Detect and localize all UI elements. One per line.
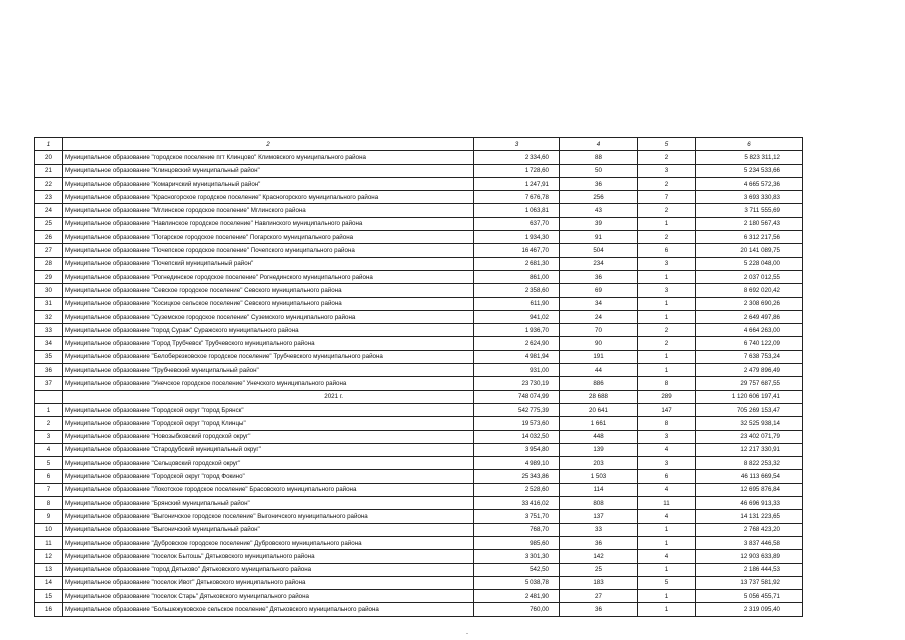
table-row xyxy=(35,337,803,350)
buildings-value: 1 xyxy=(638,523,696,536)
municipality-name: Муниципальное образование "город Сураж" Суражского муниципального района xyxy=(63,324,474,337)
count-value: 203 xyxy=(560,457,638,470)
amount-value: 8 822 253,32 xyxy=(696,457,803,470)
amount-value: 2 186 444,53 xyxy=(696,563,803,576)
municipality-name: Муниципальное образование "Новозыбковский городской округ" xyxy=(63,430,474,443)
municipality-name: Муниципальное образование "Почепский муниципальный район" xyxy=(63,257,474,270)
row-number: 22 xyxy=(35,177,63,190)
buildings-value: 1 xyxy=(638,297,696,310)
table-row xyxy=(35,364,803,377)
buildings-value: 2 xyxy=(638,231,696,244)
column-number-3: 3 xyxy=(474,138,560,151)
buildings-value: 2 xyxy=(638,151,696,164)
column-number-6: 6 xyxy=(696,138,803,151)
row-number: 21 xyxy=(35,164,63,177)
buildings-value: 4 xyxy=(638,510,696,523)
buildings-value: 3 xyxy=(638,257,696,270)
table-row xyxy=(35,284,803,297)
buildings-value: 8 xyxy=(638,377,696,390)
buildings-value: 1 xyxy=(638,364,696,377)
buildings-value: 2 xyxy=(638,324,696,337)
municipality-name: Муниципальное образование "Городской округ "город Фокино" xyxy=(63,470,474,483)
table-row xyxy=(35,550,803,563)
amount-value: 8 692 020,42 xyxy=(696,284,803,297)
count-value: 191 xyxy=(560,350,638,363)
municipality-name: Муниципальное образование "городское поселение пгт Клинцово" Климовского муниципального района xyxy=(63,151,474,164)
area-value: 2 681,30 xyxy=(474,257,560,270)
count-value: 70 xyxy=(560,324,638,337)
table-header-row xyxy=(35,138,803,151)
table-row xyxy=(35,217,803,230)
table-row xyxy=(35,563,803,576)
municipality-name: Муниципальное образование "Навлинское городское поселение" Навлинского муниципального района xyxy=(63,217,474,230)
municipality-name: Муниципальное образование "поселок Бытошь" Дятьковского муниципального района xyxy=(63,550,474,563)
table-total-row xyxy=(35,390,803,403)
table-row xyxy=(35,191,803,204)
count-value: 114 xyxy=(560,483,638,496)
count-value: 33 xyxy=(560,523,638,536)
municipality-name: Муниципальное образование "Большежуковское сельское поселение" Дятьковского муниципального района xyxy=(63,603,474,616)
table-row xyxy=(35,177,803,190)
municipality-name: Муниципальное образование "Почепское городское поселение" Почепского муниципального района xyxy=(63,244,474,257)
amount-value: 2 479 896,49 xyxy=(696,364,803,377)
count-value: 36 xyxy=(560,270,638,283)
amount-value: 1 120 606 197,41 xyxy=(696,390,803,403)
municipality-name: Муниципальное образование "Город Трубчевск" Трубчевского муниципального района xyxy=(63,337,474,350)
buildings-value: 7 xyxy=(638,191,696,204)
municipality-name: Муниципальное образование "Локотское городское поселение" Брасовского муниципального района xyxy=(63,483,474,496)
table-row xyxy=(35,510,803,523)
amount-value: 2 768 423,20 xyxy=(696,523,803,536)
amount-value: 12 695 876,84 xyxy=(696,483,803,496)
column-number-5: 5 xyxy=(638,138,696,151)
buildings-value: 1 xyxy=(638,590,696,603)
area-value: 637,70 xyxy=(474,217,560,230)
row-number: 27 xyxy=(35,244,63,257)
buildings-value: 3 xyxy=(638,430,696,443)
area-value: 1 063,81 xyxy=(474,204,560,217)
amount-value: 5 823 311,12 xyxy=(696,151,803,164)
row-number: 4 xyxy=(35,443,63,456)
table-row xyxy=(35,270,803,283)
row-number: 5 xyxy=(35,457,63,470)
table-row xyxy=(35,523,803,536)
area-value: 23 730,19 xyxy=(474,377,560,390)
row-number: 35 xyxy=(35,350,63,363)
table-row xyxy=(35,204,803,217)
municipality-name: Муниципальное образование "Сельцовский городской округ" xyxy=(63,457,474,470)
row-number: 33 xyxy=(35,324,63,337)
row-number: 26 xyxy=(35,231,63,244)
amount-value: 5 056 455,71 xyxy=(696,590,803,603)
buildings-value: 1 xyxy=(638,350,696,363)
table-row xyxy=(35,443,803,456)
area-value: 3 751,70 xyxy=(474,510,560,523)
column-number-4: 4 xyxy=(560,138,638,151)
buildings-value: 289 xyxy=(638,390,696,403)
row-number: 29 xyxy=(35,270,63,283)
area-value: 1 934,30 xyxy=(474,231,560,244)
table-row xyxy=(35,244,803,257)
buildings-value: 6 xyxy=(638,470,696,483)
buildings-value: 4 xyxy=(638,550,696,563)
amount-value: 2 649 497,86 xyxy=(696,310,803,323)
table-row xyxy=(35,377,803,390)
count-value: 256 xyxy=(560,191,638,204)
municipality-name: Муниципальное образование "Красногорское городское поселение" Красногорского муниципального района xyxy=(63,191,474,204)
count-value: 448 xyxy=(560,430,638,443)
table-row xyxy=(35,417,803,430)
municipality-name: Муниципальное образование "Рогнединское городское поселение" Рогнединского муниципального района xyxy=(63,270,474,283)
row-number: 9 xyxy=(35,510,63,523)
buildings-value: 11 xyxy=(638,497,696,510)
buildings-value: 5 xyxy=(638,576,696,589)
count-value: 137 xyxy=(560,510,638,523)
area-value: 1 728,60 xyxy=(474,164,560,177)
count-value: 36 xyxy=(560,177,638,190)
count-value: 142 xyxy=(560,550,638,563)
count-value: 36 xyxy=(560,603,638,616)
row-number: 20 xyxy=(35,151,63,164)
area-value: 3 301,30 xyxy=(474,550,560,563)
count-value: 1 661 xyxy=(560,417,638,430)
amount-value: 2 180 567,43 xyxy=(696,217,803,230)
area-value: 19 573,60 xyxy=(474,417,560,430)
table-row xyxy=(35,590,803,603)
area-value: 4 989,10 xyxy=(474,457,560,470)
row-number: 24 xyxy=(35,204,63,217)
buildings-value: 2 xyxy=(638,337,696,350)
row-number: 10 xyxy=(35,523,63,536)
area-value: 941,02 xyxy=(474,310,560,323)
buildings-value: 1 xyxy=(638,310,696,323)
municipality-name: Муниципальное образование "Выгоничское городское поселение" Выгоничского муниципального района xyxy=(63,510,474,523)
municipality-name: Муниципальное образование "Севское городское поселение" Севского муниципального района xyxy=(63,284,474,297)
buildings-value: 6 xyxy=(638,244,696,257)
area-value: 1 247,91 xyxy=(474,177,560,190)
area-value: 33 416,02 xyxy=(474,497,560,510)
row-number: 37 xyxy=(35,377,63,390)
stray-mark: - xyxy=(466,631,468,637)
table-row xyxy=(35,324,803,337)
buildings-value: 147 xyxy=(638,403,696,416)
amount-value: 6 312 217,56 xyxy=(696,231,803,244)
municipality-name: Муниципальное образование "Дубровское городское поселение" Дубровского муниципального района xyxy=(63,536,474,549)
buildings-value: 1 xyxy=(638,536,696,549)
amount-value: 5 228 048,00 xyxy=(696,257,803,270)
row-number: 23 xyxy=(35,191,63,204)
count-value: 504 xyxy=(560,244,638,257)
municipality-name: Муниципальное образование "Городской округ "город Клинцы" xyxy=(63,417,474,430)
amount-value: 7 638 753,24 xyxy=(696,350,803,363)
count-value: 50 xyxy=(560,164,638,177)
table-row xyxy=(35,483,803,496)
municipality-name: Муниципальное образование "город Дятьково" Дятьковского муниципального района xyxy=(63,563,474,576)
area-value: 931,00 xyxy=(474,364,560,377)
table-row xyxy=(35,403,803,416)
table-row xyxy=(35,310,803,323)
buildings-value: 1 xyxy=(638,217,696,230)
municipality-name: Муниципальное образование "Белоберезковское городское поселение" Трубчевского муниципального района xyxy=(63,350,474,363)
row-number: 36 xyxy=(35,364,63,377)
area-value: 4 981,94 xyxy=(474,350,560,363)
count-value: 39 xyxy=(560,217,638,230)
row-number: 25 xyxy=(35,217,63,230)
buildings-value: 1 xyxy=(638,563,696,576)
municipality-name: Муниципальное образование "поселок Ивот" Дятьковского муниципального района xyxy=(63,576,474,589)
row-number xyxy=(35,390,63,403)
amount-value: 3 837 446,58 xyxy=(696,536,803,549)
amount-value: 4 664 263,00 xyxy=(696,324,803,337)
count-value: 90 xyxy=(560,337,638,350)
municipality-name: Муниципальное образование "Унечское городское поселение" Унечского муниципального района xyxy=(63,377,474,390)
table-row xyxy=(35,350,803,363)
amount-value: 14 131 223,65 xyxy=(696,510,803,523)
area-value: 2 358,60 xyxy=(474,284,560,297)
area-value: 2 481,90 xyxy=(474,590,560,603)
table-row xyxy=(35,430,803,443)
buildings-value: 4 xyxy=(638,483,696,496)
amount-value: 2 308 690,26 xyxy=(696,297,803,310)
table-row xyxy=(35,164,803,177)
buildings-value: 2 xyxy=(638,177,696,190)
amount-value: 46 113 669,54 xyxy=(696,470,803,483)
count-value: 88 xyxy=(560,151,638,164)
row-number: 3 xyxy=(35,430,63,443)
municipality-name: Муниципальное образование "Косицкое сельское поселение" Севского муниципального района xyxy=(63,297,474,310)
municipality-name: Муниципальное образование "Клинцовский муниципальный район" xyxy=(63,164,474,177)
count-value: 28 688 xyxy=(560,390,638,403)
count-value: 43 xyxy=(560,204,638,217)
data-table xyxy=(34,137,803,617)
area-value: 760,00 xyxy=(474,603,560,616)
area-value: 14 032,50 xyxy=(474,430,560,443)
area-value: 1 936,70 xyxy=(474,324,560,337)
municipality-name: 2021 г. xyxy=(63,390,474,403)
row-number: 34 xyxy=(35,337,63,350)
area-value: 542 775,39 xyxy=(474,403,560,416)
area-value: 768,70 xyxy=(474,523,560,536)
table-body xyxy=(35,138,803,617)
amount-value: 6 740 122,09 xyxy=(696,337,803,350)
count-value: 44 xyxy=(560,364,638,377)
area-value: 7 676,78 xyxy=(474,191,560,204)
row-number: 15 xyxy=(35,590,63,603)
table-row xyxy=(35,497,803,510)
count-value: 69 xyxy=(560,284,638,297)
count-value: 20 641 xyxy=(560,403,638,416)
amount-value: 32 525 938,14 xyxy=(696,417,803,430)
area-value: 3 954,80 xyxy=(474,443,560,456)
municipality-name: Муниципальное образование "Трубчевский муниципальный район" xyxy=(63,364,474,377)
municipality-name: Муниципальное образование "Брянский муниципальный район" xyxy=(63,497,474,510)
area-value: 2 624,90 xyxy=(474,337,560,350)
municipality-name: Муниципальное образование "Суземское городское поселение" Суземского муниципального района xyxy=(63,310,474,323)
buildings-value: 3 xyxy=(638,284,696,297)
area-value: 25 343,86 xyxy=(474,470,560,483)
count-value: 234 xyxy=(560,257,638,270)
amount-value: 3 693 330,83 xyxy=(696,191,803,204)
buildings-value: 1 xyxy=(638,270,696,283)
amount-value: 20 141 089,75 xyxy=(696,244,803,257)
count-value: 886 xyxy=(560,377,638,390)
count-value: 27 xyxy=(560,590,638,603)
area-value: 748 074,99 xyxy=(474,390,560,403)
table-row xyxy=(35,297,803,310)
row-number: 14 xyxy=(35,576,63,589)
amount-value: 12 903 633,89 xyxy=(696,550,803,563)
row-number: 13 xyxy=(35,563,63,576)
table-row xyxy=(35,257,803,270)
count-value: 36 xyxy=(560,536,638,549)
count-value: 91 xyxy=(560,231,638,244)
count-value: 183 xyxy=(560,576,638,589)
table-row xyxy=(35,457,803,470)
column-number-2: 2 xyxy=(63,138,474,151)
row-number: 31 xyxy=(35,297,63,310)
row-number: 8 xyxy=(35,497,63,510)
area-value: 542,50 xyxy=(474,563,560,576)
row-number: 11 xyxy=(35,536,63,549)
municipality-name: Муниципальное образование "Городской округ "город Брянск" xyxy=(63,403,474,416)
area-value: 2 334,60 xyxy=(474,151,560,164)
municipality-name: Муниципальное образование "Выгоничский муниципальный район" xyxy=(63,523,474,536)
amount-value: 2 319 095,40 xyxy=(696,603,803,616)
amount-value: 12 217 330,91 xyxy=(696,443,803,456)
amount-value: 13 737 581,92 xyxy=(696,576,803,589)
municipality-name: Муниципальное образование "Погарское городское поселение" Погарского муниципального района xyxy=(63,231,474,244)
row-number: 16 xyxy=(35,603,63,616)
amount-value: 46 696 913,33 xyxy=(696,497,803,510)
buildings-value: 8 xyxy=(638,417,696,430)
amount-value: 705 269 153,47 xyxy=(696,403,803,416)
table-row xyxy=(35,231,803,244)
row-number: 32 xyxy=(35,310,63,323)
buildings-value: 2 xyxy=(638,204,696,217)
row-number: 28 xyxy=(35,257,63,270)
buildings-value: 4 xyxy=(638,443,696,456)
count-value: 25 xyxy=(560,563,638,576)
area-value: 16 467,70 xyxy=(474,244,560,257)
area-value: 985,60 xyxy=(474,536,560,549)
buildings-value: 3 xyxy=(638,457,696,470)
municipality-name: Муниципальное образование "Стародубский муниципальный округ" xyxy=(63,443,474,456)
buildings-value: 3 xyxy=(638,164,696,177)
table-row xyxy=(35,603,803,616)
count-value: 1 503 xyxy=(560,470,638,483)
amount-value: 3 711 555,69 xyxy=(696,204,803,217)
row-number: 7 xyxy=(35,483,63,496)
column-number-1: 1 xyxy=(35,138,63,151)
area-value: 2 528,60 xyxy=(474,483,560,496)
row-number: 6 xyxy=(35,470,63,483)
count-value: 139 xyxy=(560,443,638,456)
area-value: 5 038,78 xyxy=(474,576,560,589)
count-value: 808 xyxy=(560,497,638,510)
buildings-value: 1 xyxy=(638,603,696,616)
municipality-name: Муниципальное образование "поселок Старь" Дятьковского муниципального района xyxy=(63,590,474,603)
count-value: 24 xyxy=(560,310,638,323)
row-number: 12 xyxy=(35,550,63,563)
row-number: 2 xyxy=(35,417,63,430)
count-value: 34 xyxy=(560,297,638,310)
area-value: 611,90 xyxy=(474,297,560,310)
area-value: 861,00 xyxy=(474,270,560,283)
table-row xyxy=(35,470,803,483)
municipality-name: Муниципальное образование "Мглинское городское поселение" Мглинского района xyxy=(63,204,474,217)
amount-value: 29 757 687,55 xyxy=(696,377,803,390)
amount-value: 4 665 572,36 xyxy=(696,177,803,190)
amount-value: 23 402 071,79 xyxy=(696,430,803,443)
municipality-name: Муниципальное образование "Комаричский муниципальный район" xyxy=(63,177,474,190)
document-table-container xyxy=(34,137,802,617)
amount-value: 2 037 012,55 xyxy=(696,270,803,283)
table-row xyxy=(35,536,803,549)
table-row xyxy=(35,151,803,164)
table-row xyxy=(35,576,803,589)
row-number: 1 xyxy=(35,403,63,416)
amount-value: 5 234 533,66 xyxy=(696,164,803,177)
row-number: 30 xyxy=(35,284,63,297)
